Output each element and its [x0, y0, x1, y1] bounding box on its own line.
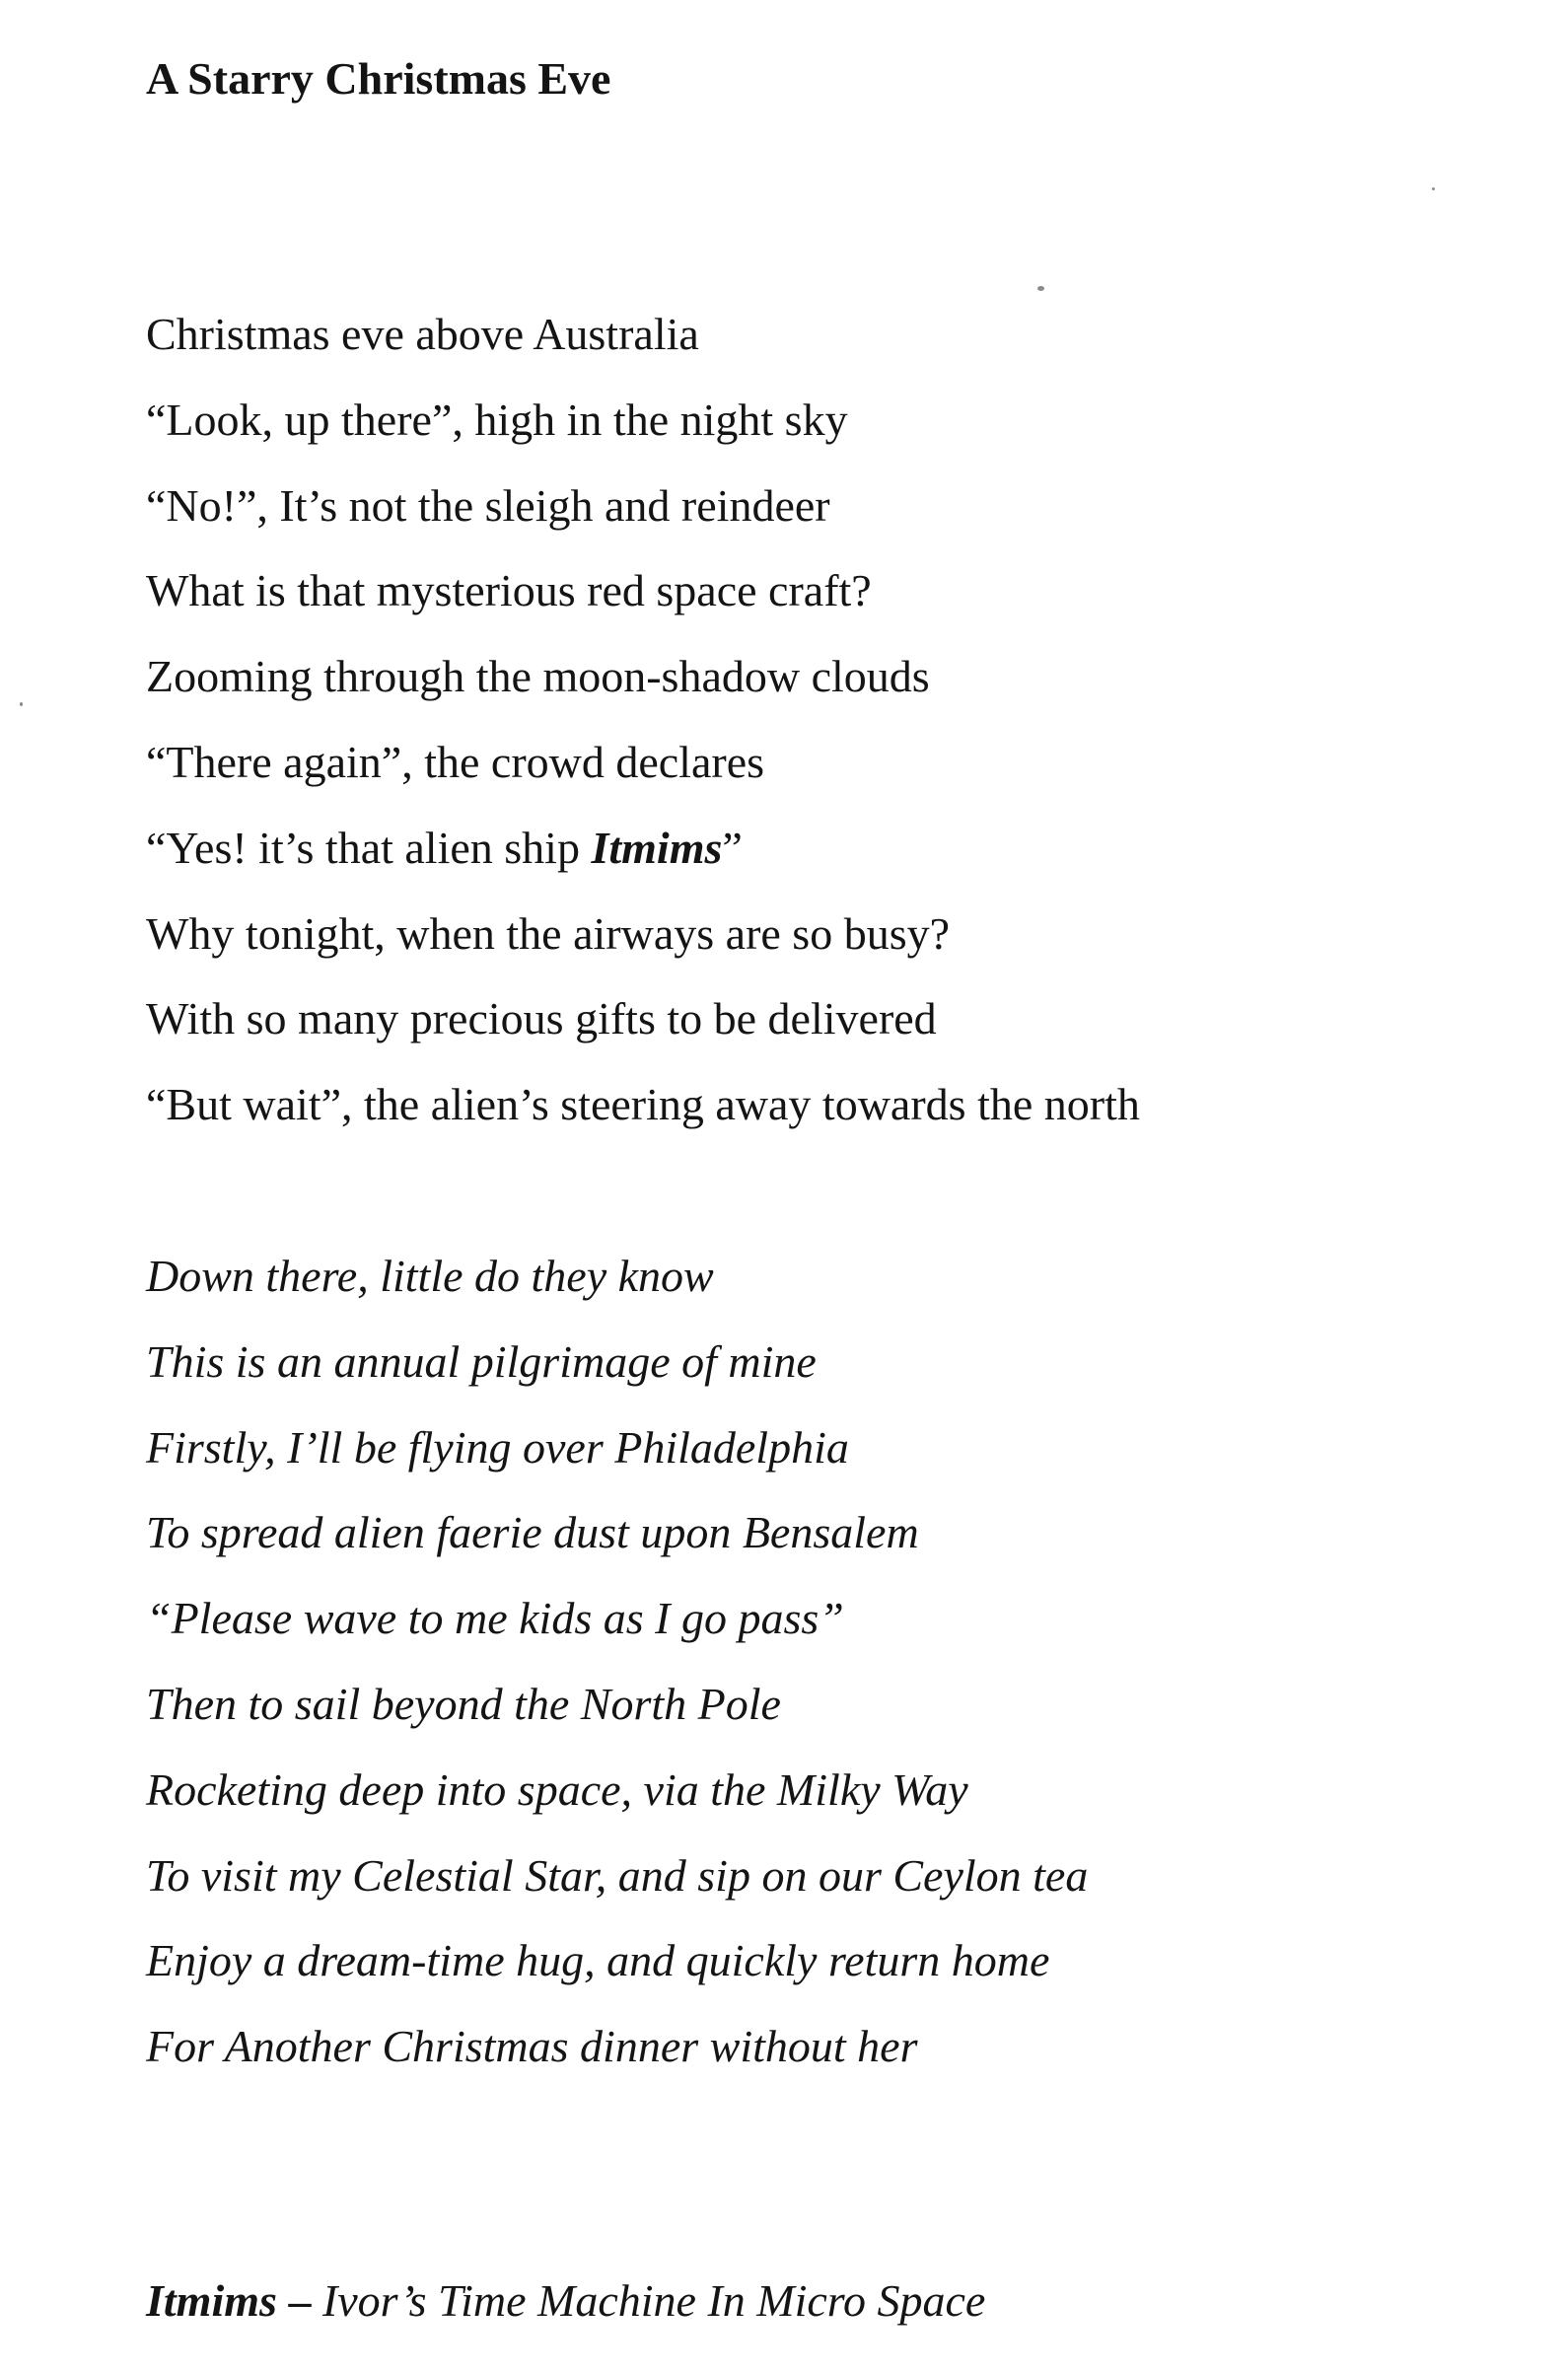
poem-line: Firstly, I’ll be flying over Philadelphia	[146, 1421, 849, 1473]
poem-line: Rocketing deep into space, via the Milky Way	[146, 1763, 968, 1815]
poem-line: Down there, little do they know	[146, 1251, 714, 1301]
poem-line: For Another Christmas dinner without her	[146, 2021, 918, 2072]
poem-line-text: ”	[722, 822, 743, 873]
poem-line: Then to sail beyond the North Pole	[146, 1678, 781, 1729]
poem-line: “But wait”, the alien’s steering away towards the north	[146, 1079, 1140, 1130]
poem-title: A Starry Christmas Eve	[146, 53, 611, 104]
poem-line: “Look, up there”, high in the night sky	[146, 394, 848, 445]
footnote-definition: Ivor’s Time Machine In Micro Space	[321, 2275, 986, 2326]
scan-speck	[1037, 286, 1044, 291]
scan-speck	[1432, 187, 1435, 190]
poem-line: This is an annual pilgrimage of mine	[146, 1335, 817, 1387]
poem-line	[146, 806, 1140, 892]
poem-line: “Please wave to me kids as I go pass”	[146, 1593, 844, 1644]
poem-line: What is that mysterious red space craft?	[146, 565, 872, 616]
footnote-dash: –	[288, 2275, 312, 2326]
stanza-two	[146, 1234, 1088, 2090]
poem-line: To spread alien faerie dust upon Bensalem	[146, 1507, 919, 1558]
footnote-term: Itmims	[146, 2275, 277, 2326]
scan-speck	[20, 702, 23, 706]
poem-line: Enjoy a dream-time hug, and quickly return home	[146, 1935, 1050, 1986]
poem-line: Why tonight, when the airways are so busy?	[146, 907, 951, 959]
poem-line: “There again”, the crowd declares	[146, 736, 765, 787]
poem-line-text: “Yes! it’s that alien ship	[146, 822, 592, 873]
poem-line: Christmas eve above Australia	[146, 309, 699, 359]
ship-name: Itmims	[591, 822, 723, 873]
poem-line: Zooming through the moon-shadow clouds	[146, 651, 930, 702]
poem-line: To visit my Celestial Star, and sip on our Ceylon tea	[146, 1849, 1089, 1901]
stanza-one	[146, 292, 1140, 1148]
footnote	[146, 2259, 985, 2343]
poem-line: “No!”, It’s not the sleigh and reindeer	[146, 479, 830, 531]
poem-line: With so many precious gifts to be delivered	[146, 993, 937, 1044]
